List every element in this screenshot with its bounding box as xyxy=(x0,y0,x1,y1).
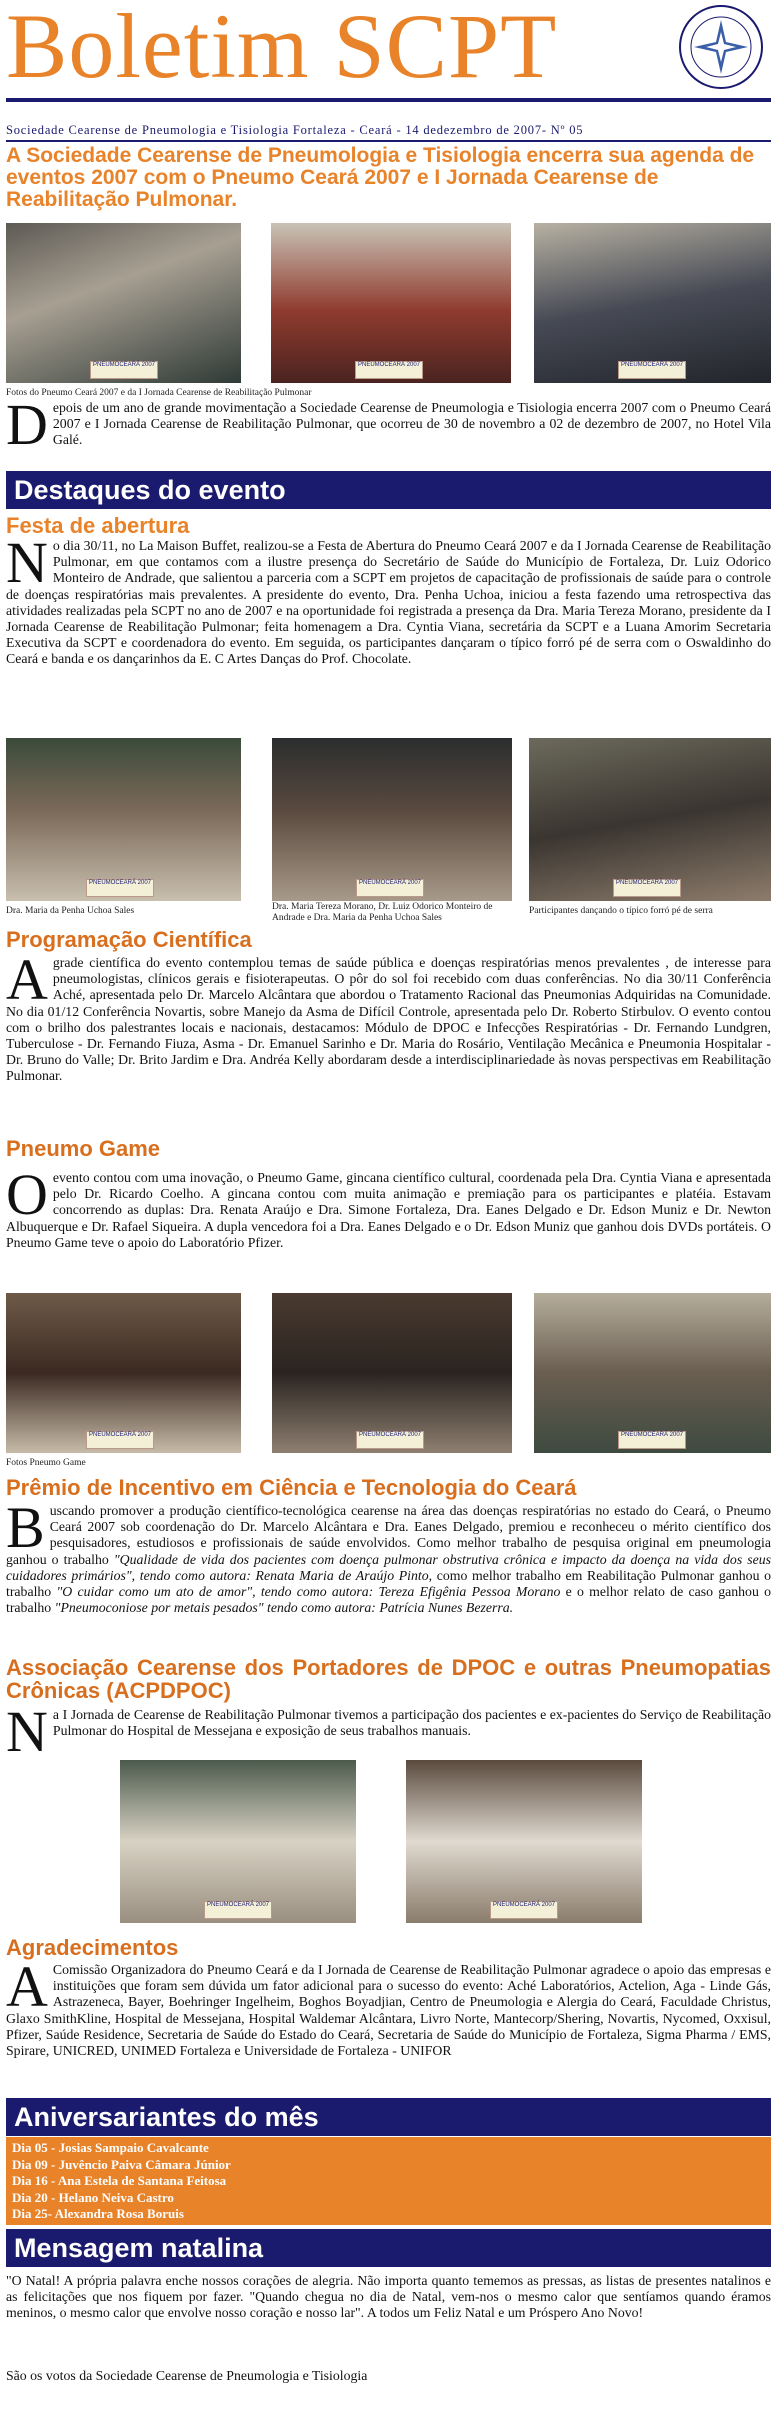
photo-morano-odorico-penha xyxy=(272,738,512,901)
photo-event-1 xyxy=(6,223,241,383)
masthead-title: Boletim SCPT xyxy=(6,0,558,97)
acpdpoc-paragraph xyxy=(6,1699,771,1764)
photo-badge: PNEUMOCEARÁ 2007 xyxy=(86,879,154,897)
caption-forro: Participantes dançando o típico forró pé de serra xyxy=(529,906,713,916)
photo-event-3 xyxy=(534,223,771,383)
natal-bar: Mensagem natalina xyxy=(6,2229,771,2267)
pneumogame-title: Pneumo Game xyxy=(6,1136,161,1161)
dropcap: A xyxy=(6,1954,48,2019)
abertura-text: o dia 30/11, no La Maison Buffet, realizou-se a Festa de Abertura do Pneumo Ceará 2007 e da I Jornada Cearense de Reabilitação Pulmonar, em que contamos com a ilustre presença do Secretário de Saúde do Município de Fortaleza, Dr. Luiz Odorico Monteiro de Andrade, que salientou a parceria com a SCPT em projetos de capacitação de profissionais de saúde para o controle de doenças respiratórias mais prevalentes. A presidente do evento, Dra. Penha Uchoa, iniciou a festa fazendo uma retrospectiva das atividades realizadas pela SCPT no ano de 2007 e na oportunidade foi registrada a presença da Dra. Maria Tereza Morano, presidente da I Jornada Cearense de Reabilitação Pulmonar; feita homenagem a Dra. Cyntia Viana, secretária da SCPT e a Luana Amorim Secretaria Executiva da SCPT e coordenadora do evento. Em seguida, os participantes dançaram o típico forró pé de serra com o Oswaldinho do Ceará e banda e os dançarinhos da E. C Artes Danças do Prof. Chocolate. xyxy=(6,538,771,667)
natal-paragraph: "O Natal! A própria palavra enche nossos corações de alegria. Não importa quanto tememos as pressas, as listas de presentes natalinos e as felicitações que nos fiquem por fazer. "Quando chegua no dia de Natal, vem-nos o mesmo calor que sentíamos quando éramos meninos, o mesmo calor que envolve nosso coração e nosso lar". A todos um Feliz Natal e um Próspero Ano Novo! xyxy=(6,2273,771,2321)
acpdpoc-text: a I Jornada de Cearense de Reabilitação Pulmonar tivemos a participação dos pacientes e ex-pacientes do Serviço de Reabilitação Pulmonar do Hospital de Messejana e exposição de seus trabalhos manuais. xyxy=(52,1707,771,1739)
programacao-text: grade científica do evento contemplou temas de saúde pública e doenças respiratórias menos prevalentes , de interesse para pneumologistas, clínicos gerais e fisioterapeutas. O pôr do sol foi recebido com duas conferências. No dia 30/11 Conferência Aché, apresentada pelo Dr. Marcelo Alcântara que abordou o Tratamento Racional das Pneumonias Adquiridas na Comunidade. No dia 01/12 Conferência Novartis, sobre Manejo da Asma de Difícil Controle, apresentada pelo Dr. Roberto Stirbulov. O evento contou com o brilho dos palestrantes locais e nacionais, destacamos: Módulo de DPOC e Infecções Respiratórias - Dr. Fernando Lundgren, Tuberculose - Dr. Fernando Fiuza, Asma - Dr. Emanuel Sarinho e Dr. Maria do Rosário, Ventilação Mecânica e Pneumonia Hospitalar - Dr. Bruno do Valle; Dr. Brito Jardim e Dra. Andréa Kelly abordaram desde a interdisciplinariedade às novas perspectivas em Reabilitação Pulmonar. xyxy=(6,955,771,1084)
dropcap: D xyxy=(6,392,48,457)
natal-signature: São os votos da Sociedade Cearense de Pneumologia e Tisiologia xyxy=(6,2368,368,2383)
photo-badge: PNEUMOCEARÁ 2007 xyxy=(90,361,158,379)
photo-badge: PNEUMOCEARÁ 2007 xyxy=(356,879,424,897)
aniversariantes-bar: Aniversariantes do mês xyxy=(6,2098,771,2136)
scpt-logo-icon xyxy=(678,4,764,90)
photo-event-2 xyxy=(271,223,511,383)
masthead-rule-top xyxy=(6,98,771,102)
dropcap: B xyxy=(6,1495,45,1560)
aniversariantes-list xyxy=(6,2137,771,2225)
birthday-item: Dia 16 - Ana Estela de Santana Feitosa xyxy=(12,2173,227,2188)
photo-forro-dance xyxy=(529,738,771,901)
destaques-bar: Destaques do evento xyxy=(6,471,771,509)
premio-text-1: uscando promover a produção científico-tecnológica cearense na área das doenças respiratórias no estado do Ceará, o Pneumo Ceará 2007 sob coordenação do Dr. Marcelo Alcântara e Dra. Eanes Delgado, premiou e reconheceu o mérito científico dos pesquisadores, estudiosos e profissionais de saúde envolvidos. Como melhor trabalho de pesquisa original em pneumologia ganhou o trabalho xyxy=(6,1503,771,1567)
agradecimentos-paragraph xyxy=(6,1954,771,2059)
programacao-title: Programação Científica xyxy=(6,927,252,952)
premio-text-2: , como melhor trabalho em Reabilitação Pulmonar ganhou o trabalho xyxy=(6,1567,772,1600)
premio-paragraph xyxy=(6,1495,772,1616)
photo-badge: PNEUMOCEARÁ 2007 xyxy=(86,1431,154,1449)
photo-penha-uchoa xyxy=(6,738,241,901)
photo-badge: PNEUMOCEARÁ 2007 xyxy=(355,361,423,379)
programacao-paragraph xyxy=(6,947,771,1085)
premio-work-1: "Qualidade de vida dos pacientes com doença pulmonar obstrutiva crônica e impacto da doença na vida dos seus cuidadores primários", tendo como autora: Renata Maria de Araújo Pinto xyxy=(6,1551,771,1583)
acpdpoc-title: Associação Cearense dos Portadores de DPOC e outras Pneumopatias Crônicas (ACPDPOC) xyxy=(6,1655,771,1703)
photo-badge: PNEUMOCEARÁ 2007 xyxy=(356,1431,424,1449)
abertura-paragraph xyxy=(6,530,771,668)
photo-badge: PNEUMOCEARÁ 2007 xyxy=(618,361,686,379)
caption-penha: Dra. Maria da Penha Uchoa Sales xyxy=(6,906,135,916)
dropcap: N xyxy=(6,1699,48,1764)
agradecimentos-text: Comissão Organizadora do Pneumo Ceará e da I Jornada de Cearense de Reabilitação Pulmonar agradece o apoio das empresas e instituições que foram sem dúvida um fator adicional para o sucesso do evento: Aché Laboratórios, Actelion, Aga - Linde Gás, Astrazeneca, Bayer, Boehringer Ingelheim, Boghos Boyadjian, Centro de Pneumologia e Alergia do Ceará, Faculdade Christus, Glaxo SmithKline, Hospital de Messejana, Hospital Waldemar Alcântara, Livro Norte, Mantecorp/Shering, Novartis, Nycomed, Oxxisul, Pfizer, Saúde Residence, Secretaria de Saúde do Estado do Ceará, Secretaria de Saúde do Município de Fortaleza, Sigma Pharma / EMS, Spirare, UNICRED, UNIMED Fortaleza e Universidade de Fortaleza - UNIFOR xyxy=(6,1962,771,2059)
birthday-item: Dia 05 - Josias Sampaio Cavalcante xyxy=(12,2140,209,2155)
premio-text-3: e o melhor relato de caso ganhou o trabalho xyxy=(6,1584,772,1616)
photo-badge: PNEUMOCEARÁ 2007 xyxy=(490,1901,558,1919)
pneumogame-caption: Fotos Pneumo Game xyxy=(6,1458,86,1468)
photo-pneumogame-1 xyxy=(6,1293,241,1453)
issue-subline: Sociedade Cearense de Pneumologia e Tisiologia Fortaleza - Ceará - 14 dedezembro de 2007- Nº 05 xyxy=(6,123,584,137)
dropcap: O xyxy=(6,1162,48,1227)
premio-work-3: "Pneumoconiose por metais pesados" tendo como autora: Patrícia Nunes Bezerra. xyxy=(54,1600,514,1616)
premio-title: Prêmio de Incentivo em Ciência e Tecnologia do Ceará xyxy=(6,1475,577,1500)
dropcap: A xyxy=(6,947,48,1012)
photo-pneumogame-3 xyxy=(534,1293,771,1453)
birthday-item: Dia 20 - Helano Neiva Castro xyxy=(12,2189,174,2205)
photo-pneumogame-2 xyxy=(272,1293,512,1453)
abertura-title: Festa de abertura xyxy=(6,513,190,538)
premio-work-2: "O cuidar como um ato de amor", tendo como autora: Tereza Efigênia Pessoa Morano xyxy=(56,1584,561,1600)
headline: A Sociedade Cearense de Pneumologia e Tisiologia encerra sua agenda de eventos 2007 com o Pneumo Ceará 2007 e I Jornada Cearense de Reabilitação Pulmonar. xyxy=(6,144,755,211)
masthead-rule-bottom xyxy=(6,140,771,142)
photo-badge: PNEUMOCEARÁ 2007 xyxy=(613,879,681,897)
photo-acpdpoc-2 xyxy=(406,1760,642,1923)
caption-morano: Dra. Maria Tereza Morano, Dr. Luiz Odorico Monteiro de Andrade e Dra. Maria da Penha Uchoa Sales xyxy=(272,902,493,923)
pneumogame-text: evento contou com uma inovação, o Pneumo Game, gincana científico cultural, coordenada pela Dra. Cyntia Viana e apresentada pelo Dr. Ricardo Coelho. A gincana contou com muita animação e premiação para os participantes e platéia. Estavam concorrendo as duplas: Dra. Renata Araújo e Dra. Simone Fortaleza, Dra. Eanes Delgado e Dr. Edson Muniz e Dr. Newton Albuquerque e Dr. Rafael Siqueira. A dupla vencedora foi a Dra. Eanes Delgado e o Dr. Edson Muniz que ganhou dois DVDs portáteis. O Pneumo Game teve o apoio do Laboratório Pfizer. xyxy=(6,1170,771,1250)
pneumogame-paragraph xyxy=(6,1162,771,1251)
agradecimentos-title: Agradecimentos xyxy=(6,1935,179,1960)
birthday-item: Dia 25- Alexandra Rosa Boruis xyxy=(12,2206,184,2221)
dropcap: N xyxy=(6,530,48,595)
photos-top-caption: Fotos do Pneumo Ceará 2007 e da I Jornada Cearense de Reabilitação Pulmonar xyxy=(6,388,312,398)
photo-acpdpoc-1 xyxy=(120,1760,356,1923)
intro-text: epois de um ano de grande movimentação a Sociedade Cearense de Pneumologia e Tisiologia encerra 2007 com o Pneumo Ceará 2007 e I Jornada Cearense de Reabilitação Pulmonar, que ocorreu de 30 de novembro a 02 de dezembro de 2007, no Hotel Vila Galé. xyxy=(52,400,771,448)
photo-badge: PNEUMOCEARÁ 2007 xyxy=(204,1901,272,1919)
photo-badge: PNEUMOCEARÁ 2007 xyxy=(618,1431,686,1449)
birthday-item: Dia 09 - Juvêncio Paiva Câmara Júnior xyxy=(12,2156,231,2172)
